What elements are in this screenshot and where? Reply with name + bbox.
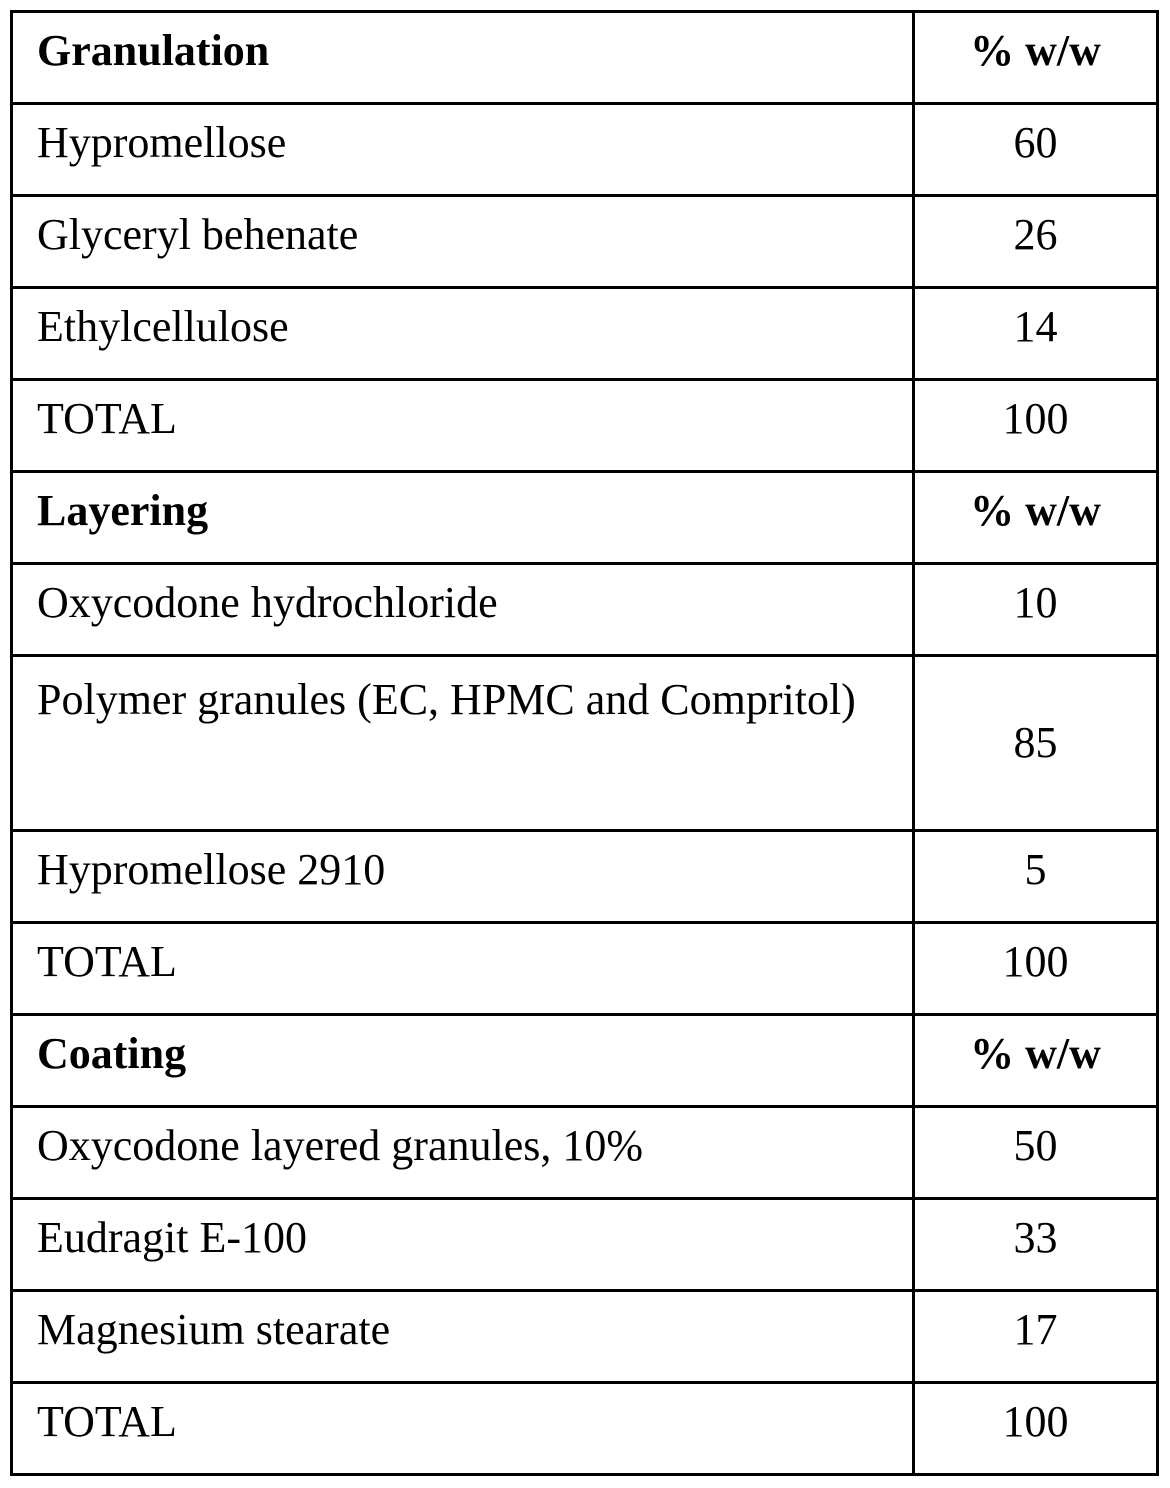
table-row [12, 831, 1158, 923]
total-label: TOTAL [12, 923, 914, 1015]
unit-label: % w/w [914, 12, 1158, 104]
formulation-table [10, 10, 1159, 1476]
ingredient-value: 14 [914, 288, 1158, 380]
ingredient-value: 26 [914, 196, 1158, 288]
table-row [12, 1199, 1158, 1291]
ingredient-value: 85 [914, 656, 1158, 831]
total-row [12, 923, 1158, 1015]
total-value: 100 [914, 380, 1158, 472]
section-header-granulation [12, 12, 1158, 104]
ingredient-value: 50 [914, 1107, 1158, 1199]
ingredient-name: Oxycodone layered granules, 10% [12, 1107, 914, 1199]
section-title: Coating [12, 1015, 914, 1107]
section-title: Granulation [12, 12, 914, 104]
section-header-coating [12, 1015, 1158, 1107]
table-row [12, 104, 1158, 196]
section-title: Layering [12, 472, 914, 564]
table-row [12, 196, 1158, 288]
total-label: TOTAL [12, 380, 914, 472]
table-row [12, 564, 1158, 656]
table-row [12, 288, 1158, 380]
ingredient-name: Glyceryl behenate [12, 196, 914, 288]
unit-label: % w/w [914, 472, 1158, 564]
table-row [12, 1291, 1158, 1383]
ingredient-value: 33 [914, 1199, 1158, 1291]
table-row [12, 656, 1158, 831]
total-row [12, 380, 1158, 472]
ingredient-value: 5 [914, 831, 1158, 923]
total-value: 100 [914, 1383, 1158, 1475]
ingredient-name: Hypromellose 2910 [12, 831, 914, 923]
total-label: TOTAL [12, 1383, 914, 1475]
ingredient-name: Hypromellose [12, 104, 914, 196]
ingredient-value: 10 [914, 564, 1158, 656]
table-row [12, 1107, 1158, 1199]
total-value: 100 [914, 923, 1158, 1015]
ingredient-name: Polymer granules (EC, HPMC and Compritol) [12, 656, 914, 831]
ingredient-name: Magnesium stearate [12, 1291, 914, 1383]
ingredient-value: 60 [914, 104, 1158, 196]
ingredient-name: Eudragit E-100 [12, 1199, 914, 1291]
ingredient-value: 17 [914, 1291, 1158, 1383]
total-row [12, 1383, 1158, 1475]
unit-label: % w/w [914, 1015, 1158, 1107]
ingredient-name: Oxycodone hydrochloride [12, 564, 914, 656]
section-header-layering [12, 472, 1158, 564]
ingredient-name: Ethylcellulose [12, 288, 914, 380]
